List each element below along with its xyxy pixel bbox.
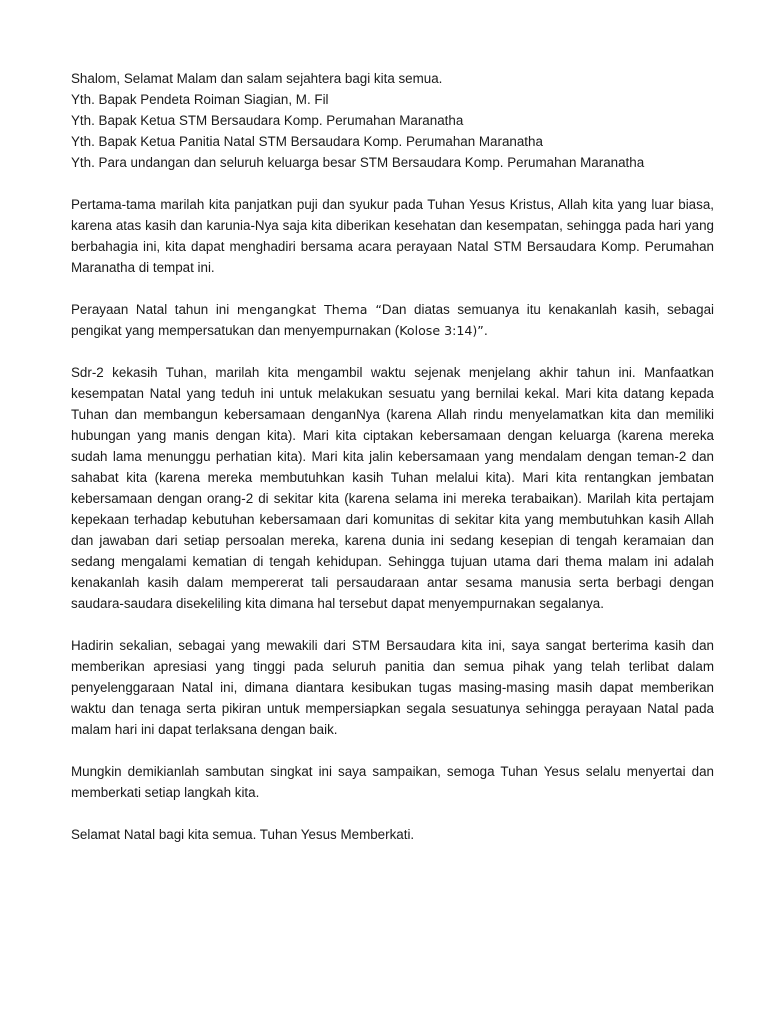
greeting-line: Shalom, Selamat Malam dan salam sejahtera bagi kita semua. xyxy=(71,71,443,86)
greeting-line: Yth. Bapak Ketua Panitia Natal STM Bersaudara Komp. Perumahan Maranatha xyxy=(71,134,543,149)
greeting-line: Yth. Para undangan dan seluruh keluarga besar STM Bersaudara Komp. Perumahan Maranatha xyxy=(71,155,645,170)
theme-verse-text: Kolose 3:14)”. xyxy=(399,323,488,338)
theme-intro-text: Perayaan Natal tahun ini xyxy=(71,302,237,317)
theme-label-text: mengangkat Thema “ xyxy=(236,302,382,317)
paragraph-conclusion: Mungkin demikianlah sambutan singkat ini saya sampaikan, semoga Tuhan Yesus selalu menyertai dan memberkati setiap langkah kita. xyxy=(71,764,714,800)
greeting-block xyxy=(71,68,714,173)
paragraph-invitation: Sdr-2 kekasih Tuhan, marilah kita mengambil waktu sejenak menjelang akhir tahun ini. Manfaatkan kesempatan Natal yang teduh ini untuk melakukan sesuatu yang bernilai kekal. Mari kita datang kepada Tuhan dan membangun kebersamaan denganNya (karena Allah rindu menyelamatkan kita dan memiliki hubungan yang manis dengan kita). Mari kita ciptakan kebersamaan dengan keluarga (karena mereka sudah lama menunggu perhatian kita). Mari kita jalin kebersamaan yang mendalam dengan teman-2 dan sahabat kita (karena mereka membutuhkan kasih Tuhan melalui kita). Mari kita rentangkan jembatan kebersamaan dengan orang-2 di sekitar kita (karena selama ini mereka terabaikan). Marilah kita pertajam kepekaan terhadap kebutuhan kebersamaan dari komunitas di sekitar kita yang membutuhkan kasih Allah dan jawaban dari setiap persoalan mereka, karena dunia ini sedang kesepian di tengah keramaian dan sedang mengalami kematian di tengah kehidupan. Sehingga tujuan utama dari thema malam ini adalah kenakanlah kasih dalam mempererat tali persaudaraan antar sesama manusia serta berbagi dengan saudara-saudara disekeliling kita dimana hal tersebut dapat menyempurnakan segalanya. xyxy=(71,365,714,611)
paragraph-gratitude: Hadirin sekalian, sebagai yang mewakili dari STM Bersaudara kita ini, saya sangat berterima kasih dan memberikan apresiasi yang tinggi pada seluruh panitia dan semua pihak yang telah terlibat dalam penyelenggaraan Natal ini, dimana diantara kesibukan tugas masing-masing masih dapat memberikan waktu dan tenaga serta pikiran untuk mempersiapkan segala sesuatunya sehingga perayaan Natal pada malam hari ini dapat terlaksana dengan baik. xyxy=(71,638,714,737)
closing-line: Selamat Natal bagi kita semua. Tuhan Yesus Memberkati. xyxy=(71,827,415,842)
greeting-line: Yth. Bapak Pendeta Roiman Siagian, M. Fil xyxy=(71,92,329,107)
greeting-line: Yth. Bapak Ketua STM Bersaudara Komp. Perumahan Maranatha xyxy=(71,113,464,128)
theme-quote-text: Dan diatas semuanya itu kenakanlah kasih, sebagai pengikat yang mempersatukan dan menyempurnakan ( xyxy=(71,302,714,338)
paragraph-opening: Pertama-tama marilah kita panjatkan puji dan syukur pada Tuhan Yesus Kristus, Allah kita yang luar biasa, karena atas kasih dan karunia-Nya saja kita diberikan kesehatan dan kesempatan, sehingga pada hari yang berbahagia ini, kita dapat menghadiri bersama acara perayaan Natal STM Bersaudara Komp. Perumahan Maranatha di tempat ini. xyxy=(71,197,714,275)
paragraph-theme xyxy=(71,299,714,341)
document-body xyxy=(71,68,714,845)
